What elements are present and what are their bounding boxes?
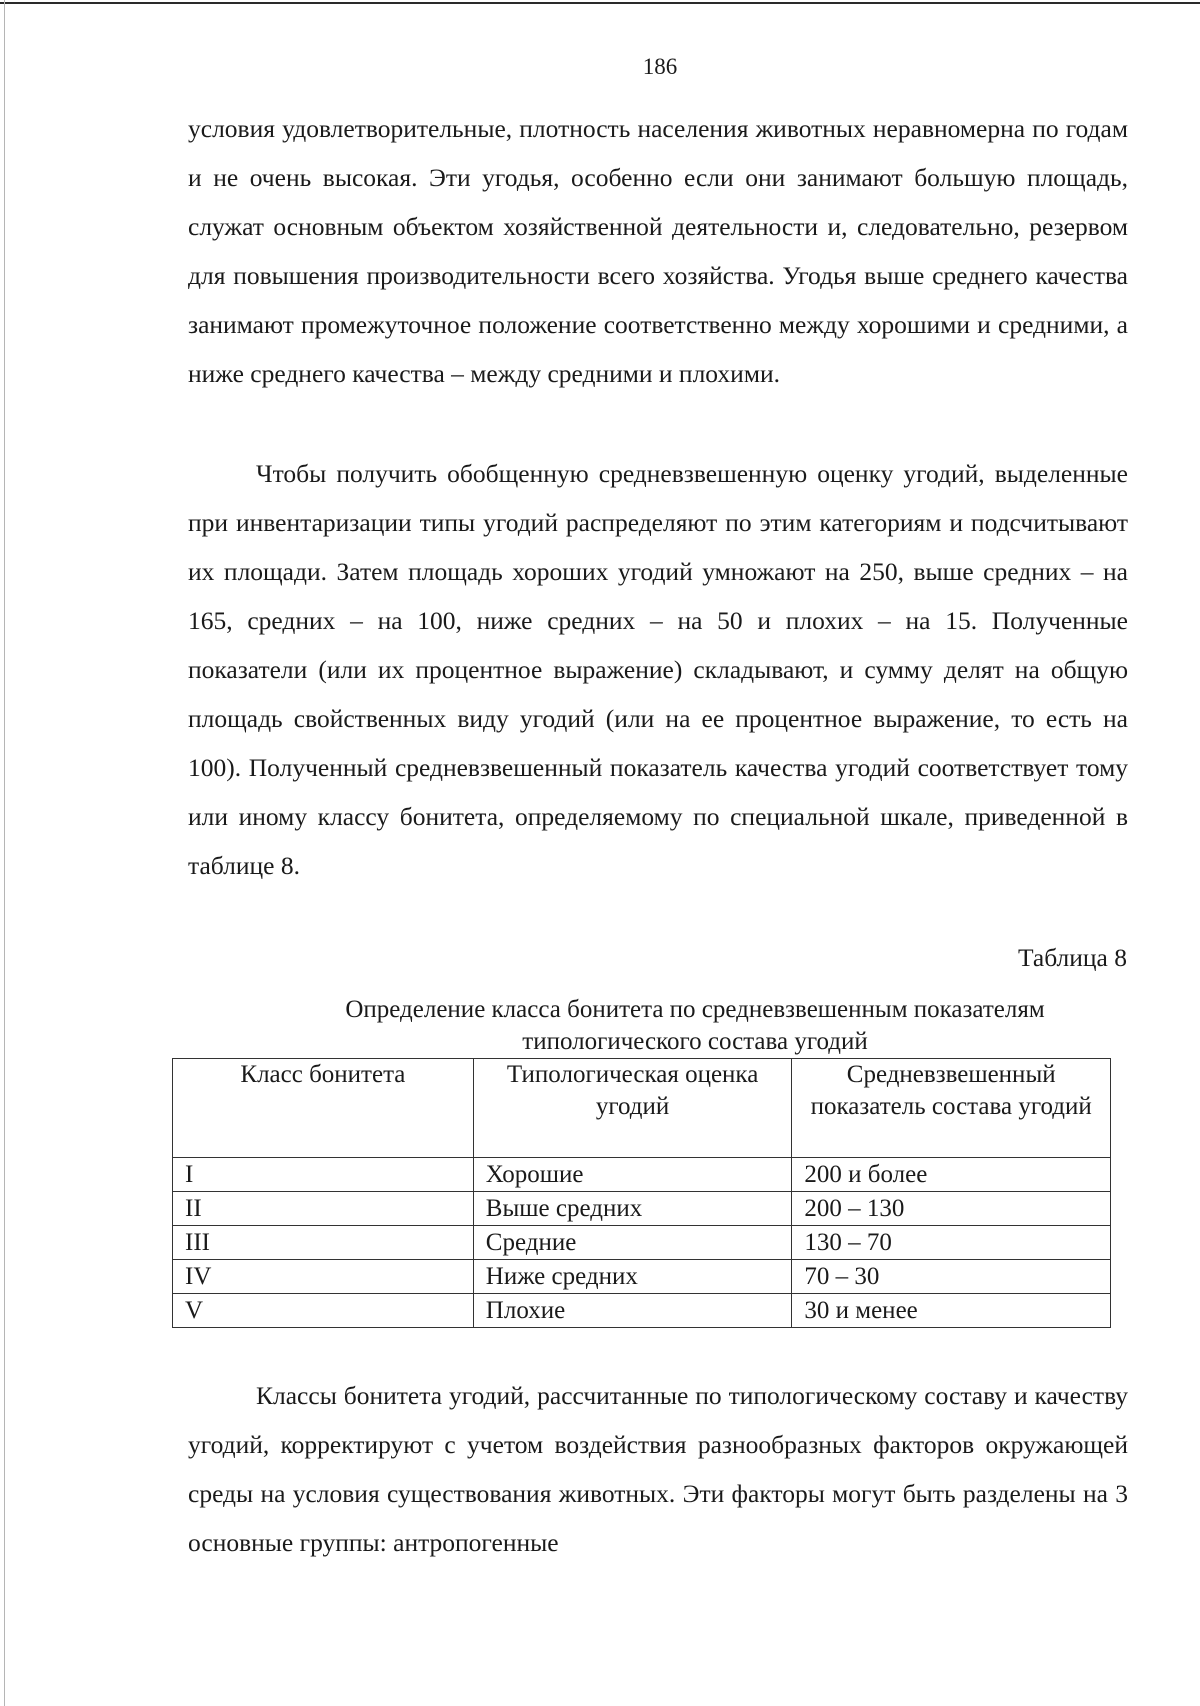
paragraph-3: Классы бонитета угодий, рассчитанные по типологическому составу и качеству угодий, корректируют с учетом воздействия разнообразных факторов окружающей среды на условия существования животных. Эти факторы могут быть разделены на 3 основные группы: антропогенные (188, 1381, 1128, 1557)
scan-left-border (4, 0, 5, 1706)
bonitet-table (172, 1058, 1111, 1328)
paragraph-2: Чтобы получить обобщенную средневзвешенную оценку угодий, выделенные при инвентаризации типы угодий распределяют по этим категориям и подсчитывают их площади. Затем площадь хороших угодий умножают на 250, выше средних – на 165, средних – на 100, ниже средних – на 50 и плохих – на 15. Полученные показатели (или их процентное выражение) складывают, и сумму делят на общую площадь свойственных виду угодий (или на ее процентное выражение, то есть на 100). Полученный средневзвешенный показатель качества угодий соответствует тому или иному классу бонитета, определяемому по специальной шкале, приведенной в таблице 8. (188, 459, 1128, 880)
cell-index: 200 и более (792, 1158, 1111, 1192)
cell-index: 130 – 70 (792, 1226, 1111, 1260)
cell-type: Средние (473, 1226, 792, 1260)
cell-type: Плохие (473, 1294, 792, 1328)
cell-type: Ниже средних (473, 1260, 792, 1294)
cell-class: V (173, 1294, 474, 1328)
cell-class: II (173, 1192, 474, 1226)
table-row (173, 1192, 1111, 1226)
table-row (173, 1158, 1111, 1192)
cell-class: III (173, 1226, 474, 1260)
table-row (173, 1226, 1111, 1260)
header-type: Типологическая оценка угодий (473, 1059, 792, 1158)
cell-index: 70 – 30 (792, 1260, 1111, 1294)
cell-index: 30 и менее (792, 1294, 1111, 1328)
cell-class: I (173, 1158, 474, 1192)
header-class: Класс бонитета (173, 1059, 474, 1158)
table-row (173, 1260, 1111, 1294)
table-header-row (173, 1059, 1111, 1158)
page-number: 186 (642, 54, 678, 79)
cell-class: IV (173, 1260, 474, 1294)
paragraph-1: условия удовлетворительные, плотность населения животных неравномерна по годам и не очень высокая. Эти угодья, особенно если они занимают большую площадь, служат основным объектом хозяйственной деятельности и, следовательно, резервом для повышения производительности всего хозяйства. Угодья выше среднего качества занимают промежуточное положение соответственно между хорошими и средними, а ниже среднего качества – между средними и плохими. (188, 114, 1128, 388)
cell-index: 200 – 130 (792, 1192, 1111, 1226)
cell-type: Выше средних (473, 1192, 792, 1226)
table-label: Таблица 8 (1017, 943, 1127, 972)
scan-top-border (0, 2, 1200, 4)
table-caption: Определение класса бонитета по средневзвешенным показателям типологического состава угодий (345, 996, 1045, 1055)
header-index: Средневзвешенный показатель состава угодий (792, 1059, 1111, 1158)
table-row (173, 1294, 1111, 1328)
cell-type: Хорошие (473, 1158, 792, 1192)
